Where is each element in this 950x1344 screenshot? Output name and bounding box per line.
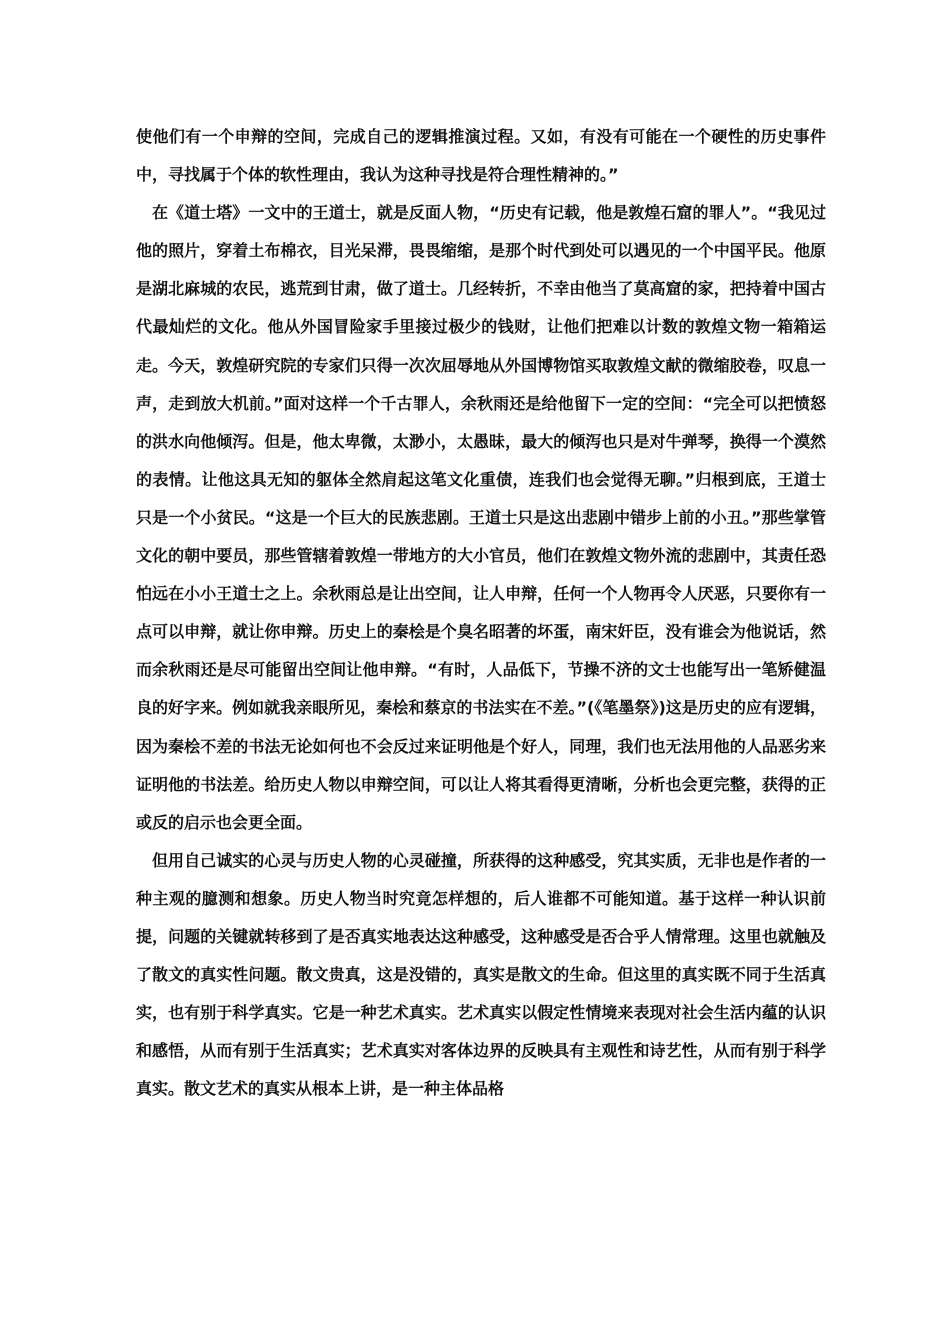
paragraph-3: 但用自己诚实的心灵与历史人物的心灵碰撞，所获得的这种感受，究其实质，无非也是作者的一种主观的臆测和想象。历史人物当时究竟怎样想的，后人谁都不可能知道。基于这样一种认识前提，问题的关键就转移到了是否真实地表达这种感受，这种感受是否合乎人情常理。这里也就触及了散文的真实性问题。散文贵真，这是没错的，真实是散文的生命。但这里的真实既不同于生活真实，也有别于科学真实。它是一种艺术真实。艺术真实以假定性情境来表现对社会生活内蕴的认识和感悟，从而有别于生活真实；艺术真实对客体边界的反映具有主观性和诗艺性，从而有别于科学真实。散文艺术的真实从根本上讲，是一种主体品格 — [136, 850, 826, 1099]
document-page — [136, 118, 826, 1108]
paragraph-2: 在《道士塔》一文中的王道士，就是反面人物，“历史有记载，他是敦煌石窟的罪人”。“我见过他的照片，穿着土布棉衣，目光呆滞，畏畏缩缩，是那个时代到处可以遇见的一个中国平民。他原是湖北麻城的农民，逃荒到甘肃，做了道士。几经转折，不幸由他当了莫高窟的家，把持着中国古代最灿烂的文化。他从外国冒险家手里接过极少的钱财，让他们把难以计数的敦煌文物一箱箱运走。今天，敦煌研究院的专家们只得一次次屈辱地从外国博物馆买取敦煌文献的微缩胶卷，叹息一声，走到放大机前。”面对这样一个千古罪人，余秋雨还是给他留下一定的空间：“完全可以把愤怒的洪水向他倾泻。但是，他太卑微，太渺小，太愚昧，最大的倾泻也只是对牛弹琴，换得一个漠然的表情。让他这具无知的躯体全然肩起这笔文化重债，连我们也会觉得无聊。”归根到底，王道士只是一个小贫民。“这是一个巨大的民族悲剧。王道士只是这出悲剧中错步上前的小丑。”那些掌管文化的朝中要员，那些管辖着敦煌一带地方的大小官员，他们在敦煌文物外流的悲剧中，其责任恐怕远在小小王道士之上。余秋雨总是让出空间，让人申辩，任何一个人物再令人厌恶，只要你有一点可以申辩，就让你申辩。历史上的秦桧是个臭名昭著的坏蛋，南宋奸臣，没有谁会为他说话，然而余秋雨还是尽可能留出空间让他申辩。“有时，人品低下，节操不济的文士也能写出一笔矫健温良的好字来。例如就我亲眼所见，秦桧和蔡京的书法实在不差。”(《笔墨祭》)这是历史的应有逻辑，因为秦桧不差的书法无论如何也不会反过来证明他是个好人，同理，我们也无法用他的人品恶劣来证明他的书法差。给历史人物以申辩空间，可以让人将其看得更清晰，分析也会更完整，获得的正或反的启示也会更全面。 — [136, 203, 826, 832]
paragraph-1: 使他们有一个申辩的空间，完成自己的逻辑推演过程。又如，有没有可能在一个硬性的历史事件中，寻找属于个体的软性理由，我认为这种寻找是符合理性精神的。” — [136, 127, 826, 185]
